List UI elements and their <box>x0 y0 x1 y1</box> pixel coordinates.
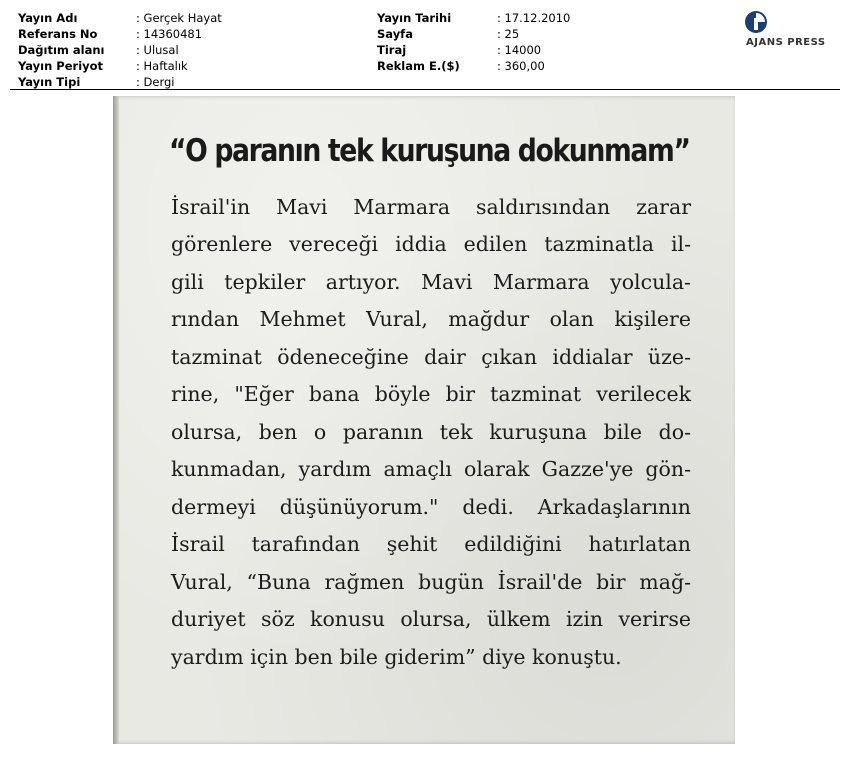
meta-value: : Dergi <box>136 75 175 89</box>
ajans-press-logo-icon <box>744 10 768 34</box>
header-divider <box>10 89 840 90</box>
article-line: kunmadan, yardım amaçlı olarak Gazze'ye gön- <box>171 457 691 481</box>
ajans-press-logo <box>744 10 840 50</box>
article-line: Vural, “Buna rağmen bugün İsrail'de bir mağ- <box>171 570 691 594</box>
article-title: “O paranın tek kuruşuna dokunmam” <box>169 133 690 169</box>
logo-text: AJANS PRESS <box>746 37 826 48</box>
meta-value: : Haftalık <box>136 59 188 73</box>
meta-value: : 25 <box>497 27 520 41</box>
meta-value: : Ulusal <box>136 43 179 57</box>
article-line: duriyet söz konusu olursa, ülkem izin verirse <box>171 607 691 631</box>
article-line: yardım için ben bile giderim” diye konuştu. <box>171 645 622 669</box>
article-line: olursa, ben o paranın tek kuruşuna bile do- <box>171 420 691 444</box>
meta-label: Sayfa <box>377 27 413 41</box>
meta-value: : 360,00 <box>497 59 545 73</box>
meta-value: : Gerçek Hayat <box>136 11 222 25</box>
article-line: görenlere vereceği iddia edilen tazminatla il- <box>171 232 691 256</box>
clipping-edge-shadow <box>113 96 119 744</box>
meta-label: Referans No <box>18 27 98 41</box>
article-line: dermeyi düşünüyorum." dedi. Arkadaşlarının <box>171 495 691 519</box>
article-line: tazminat ödeneceğine dair çıkan iddialar üze- <box>171 345 691 369</box>
article-clipping <box>113 96 735 744</box>
meta-label: Reklam E.($) <box>377 59 460 73</box>
meta-label: Yayın Tipi <box>18 75 81 89</box>
article-line: gili tepkiler artıyor. Mavi Marmara yolcula- <box>171 270 691 294</box>
meta-label: Yayın Periyot <box>18 59 104 73</box>
meta-label: Tiraj <box>377 43 407 57</box>
meta-value: : 14360481 <box>136 27 203 41</box>
meta-label: Yayın Adı <box>18 11 78 25</box>
article-line: rine, "Eğer bana böyle bir tazminat verilecek <box>171 382 691 406</box>
meta-label: Dağıtım alanı <box>18 43 105 57</box>
article-line: rından Mehmet Vural, mağdur olan kişilere <box>171 307 691 331</box>
article-line: İsrail'in Mavi Marmara saldırısından zarar <box>171 195 691 219</box>
meta-value: : 14000 <box>497 43 542 57</box>
meta-label: Yayın Tarihi <box>377 11 452 25</box>
article-line: İsrail tarafından şehit edildiğini hatırlatan <box>171 532 691 556</box>
meta-value: : 17.12.2010 <box>497 11 571 25</box>
